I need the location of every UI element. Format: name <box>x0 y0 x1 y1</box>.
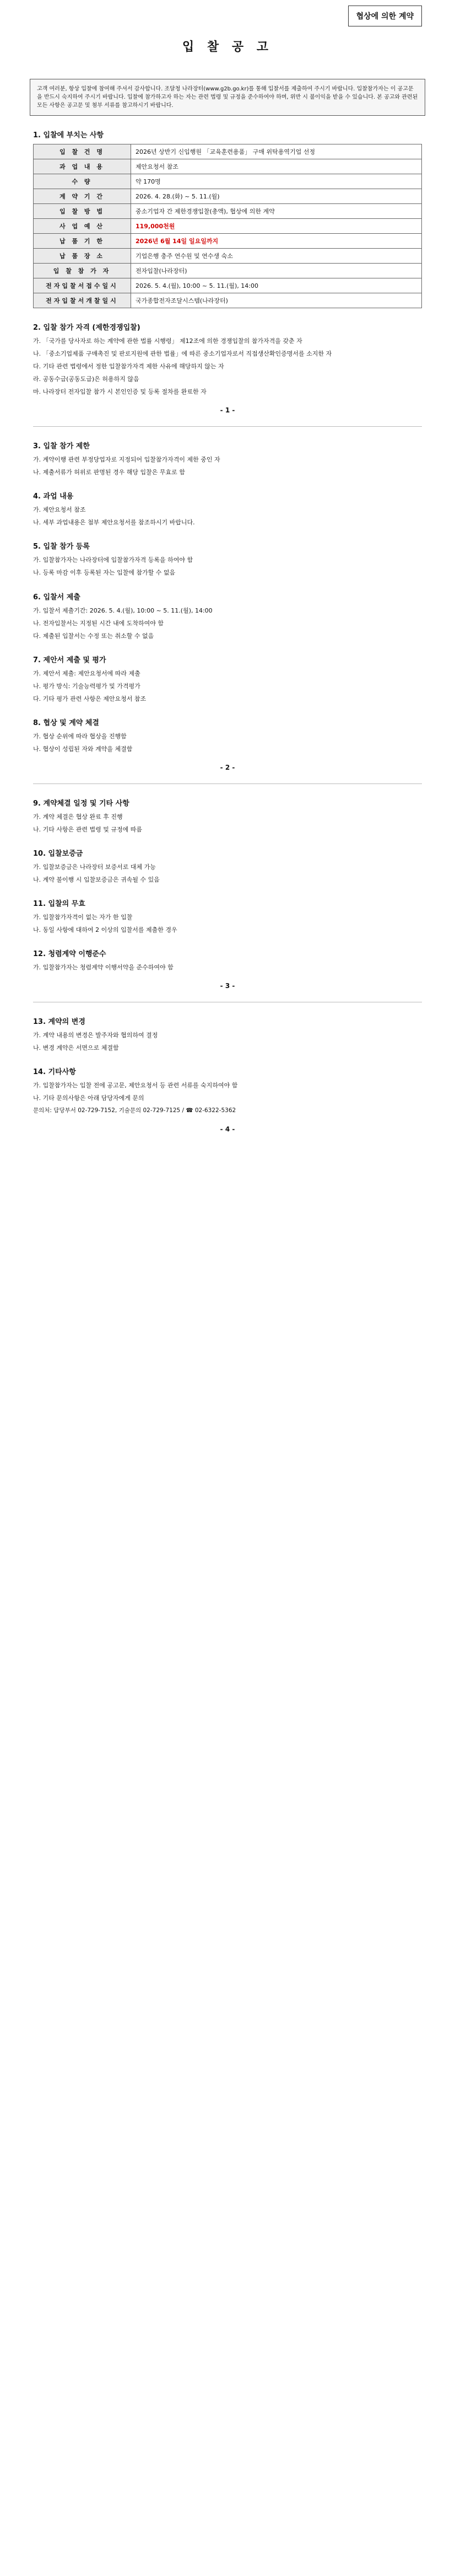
paragraph: 나. 변경 계약은 서면으로 체결함 <box>33 1044 119 1052</box>
paragraph: 나. 제출서류가 허위로 판명된 경우 해당 입찰은 무효로 함 <box>33 469 185 476</box>
page-number: - 1 - <box>220 406 235 415</box>
section-title: 9. 계약체결 일정 및 기타 사항 <box>33 799 129 808</box>
summary-row: 입 찰 방 법 중소기업자 간 제한경쟁입찰(총액), 협상에 의한 계약 <box>34 204 422 219</box>
summary-row: 입 찰 건 명 2026년 상반기 신입행원 「교육훈련용품」 구매 위탁용역기업 선정 <box>34 144 422 159</box>
paragraph: 나. 등록 마감 이후 등록된 자는 입찰에 참가할 수 없음 <box>33 569 176 577</box>
section-title: 13. 계약의 변경 <box>33 1018 85 1027</box>
paragraph: 다. 기타 관련 법령에서 정한 입찰참가자격 제한 사유에 해당하지 않는 자 <box>33 363 224 371</box>
section-title: 14. 기타사항 <box>33 1068 76 1077</box>
paragraph: 나. 평가 방식: 기술능력평가 및 가격평가 <box>33 682 140 690</box>
page-number: - 3 - <box>220 982 235 990</box>
paragraph: 가. 입찰참가자는 입찰 전에 공고문, 제안요청서 등 관련 서류를 숙지하여야 함 <box>33 1082 238 1090</box>
section-10 <box>33 847 422 884</box>
paragraph: 가. 제안서 제출: 제안요청서에 따라 제출 <box>33 669 140 677</box>
paragraph: 가. 계약이행 관련 부정당업자로 지정되어 입찰참가자격이 제한 중인 자 <box>33 456 220 464</box>
section-title: 3. 입찰 참가 제한 <box>33 442 90 451</box>
section-4 <box>33 490 422 527</box>
paragraph: 나. 동일 사항에 대하여 2 이상의 입찰서를 제출한 경우 <box>33 926 177 934</box>
section-11 <box>33 898 422 935</box>
section-title: 12. 청렴계약 이행준수 <box>33 950 106 959</box>
section-3 <box>33 440 422 477</box>
paragraph: 가. 입찰참가자격이 없는 자가 한 입찰 <box>33 914 133 921</box>
page-divider <box>33 426 422 427</box>
section-title: 2. 입찰 참가 자격 (제한경쟁입찰) <box>33 324 140 332</box>
paragraph: 가. 입찰서 제출기간: 2026. 5. 4.(월), 10:00 ~ 5. 11.(월), 14:00 <box>33 607 213 614</box>
paragraph: 나. 협상이 성립된 자와 계약을 체결함 <box>33 745 133 753</box>
section-6 <box>33 591 422 641</box>
paragraph: 가. 협상 순위에 따라 협상을 진행함 <box>33 732 127 740</box>
section-8 <box>33 717 422 754</box>
section-1 <box>33 129 422 308</box>
paragraph: 가. 「국가를 당사자로 하는 계약에 관한 법률 시행령」 제12조에 의한 경쟁입찰의 참가자격을 갖춘 자 <box>33 337 302 345</box>
section-7 <box>33 654 422 704</box>
page-divider <box>33 783 422 784</box>
section-title: 6. 입찰서 제출 <box>33 593 80 602</box>
section-12 <box>33 948 422 972</box>
paragraph: 가. 입찰참가자는 청렴계약 이행서약을 준수하여야 함 <box>33 964 174 972</box>
page-number: - 4 - <box>220 1125 235 1134</box>
section-9 <box>33 797 422 834</box>
section-title: 4. 과업 내용 <box>33 492 74 501</box>
paragraph: 나. 계약 불이행 시 입찰보증금은 귀속될 수 있음 <box>33 876 160 884</box>
paragraph: 마. 나라장터 전자입찰 참가 시 본인인증 및 등록 절차를 완료한 자 <box>33 388 207 396</box>
paragraph: 나. 전자입찰서는 지정된 시간 내에 도착하여야 함 <box>33 619 164 627</box>
section-title: 11. 입찰의 무효 <box>33 900 85 909</box>
summary-row: 전자입찰서개찰일시 국가종합전자조달시스템(나라장터) <box>34 293 422 308</box>
summary-row: 입 찰 참 가 자 전자입찰(나라장터) <box>34 264 422 278</box>
summary-row: 전자입찰서접수일시 2026. 5. 4.(월), 10:00 ~ 5. 11.(월), 14:00 <box>34 278 422 293</box>
page-number: - 2 - <box>220 763 235 771</box>
paragraph: 가. 입찰참가자는 나라장터에 입찰참가자격 등록을 하여야 함 <box>33 556 193 564</box>
summary-row: 과 업 내 용 제안요청서 참조 <box>34 159 422 174</box>
paragraph: 나. 세부 과업내용은 첨부 제안요청서를 참조하시기 바랍니다. <box>33 519 195 527</box>
paragraph: 가. 계약 체결은 협상 완료 후 진행 <box>33 813 123 820</box>
section-2 <box>33 321 422 396</box>
section-title: 10. 입찰보증금 <box>33 849 83 858</box>
paragraph: 가. 계약 내용의 변경은 발주자와 협의하여 결정 <box>33 1032 158 1039</box>
paragraph: 나. 기타 문의사항은 아래 담당자에게 문의 <box>33 1094 144 1102</box>
section-title: 1. 입찰에 부치는 사항 <box>33 131 104 139</box>
contact-info: 문의처: 담당부서 02-729-7152, 기술문의 02-729-7125 / ☎ 02-6322-5362 <box>33 1107 236 1114</box>
paragraph: 가. 제안요청서 참조 <box>33 506 86 514</box>
document-title: 입 찰 공 고 <box>182 40 273 54</box>
section-14 <box>33 1066 422 1115</box>
paragraph: 가. 입찰보증금은 나라장터 보증서로 대체 가능 <box>33 863 156 871</box>
summary-row: 사 업 예 산 119,000천원 <box>34 219 422 234</box>
section-title: 8. 협상 및 계약 체결 <box>33 718 99 727</box>
contract-type-badge: 협상에 의한 계약 <box>348 6 422 26</box>
summary-row: 계 약 기 간 2026. 4. 28.(화) ~ 5. 11.(월) <box>34 189 422 204</box>
summary-row: 수 량 약 170명 <box>34 174 422 189</box>
paragraph: 나. 기타 사항은 관련 법령 및 규정에 따름 <box>33 825 142 833</box>
section-5 <box>33 540 422 577</box>
summary-row: 납 품 기 한 2026년 6월 14일 일요일까지 <box>34 234 422 249</box>
paragraph: 다. 제출된 입찰서는 수정 또는 취소할 수 없음 <box>33 632 154 640</box>
summary-row: 납 품 장 소 기업은행 충주 연수원 및 연수생 숙소 <box>34 249 422 264</box>
section-13 <box>33 1016 422 1053</box>
paragraph: 나. 「중소기업제품 구매촉진 및 판로지원에 관한 법률」에 따른 중소기업자로서 직접생산확인증명서를 소지한 자 <box>33 350 332 358</box>
section-title: 5. 입찰 참가 등록 <box>33 543 90 551</box>
notice-box: 고객 여러분, 항상 입찰에 참여해 주셔서 감사합니다. 조달청 나라장터(www.g2b.go.kr)를 통해 입찰서를 제출하여 주시기 바랍니다. 입찰참가자는 이 공고문을 반드시 숙지하여 주시기 바랍니다. 입찰에 참가하고자 하는 자는 관련 법령 및 규정을 준수하여야 하며, 위반 시 불이익을 받을 수 있습니다. 본 공고와 관련된 모든 사항은 공고문 및 첨부 서류를 참고하시기 바랍니다. <box>30 79 425 116</box>
summary-table <box>33 144 422 308</box>
section-title: 7. 제안서 제출 및 평가 <box>33 656 106 664</box>
paragraph: 다. 기타 평가 관련 사항은 제안요청서 참조 <box>33 695 147 702</box>
paragraph: 라. 공동수급(공동도급)은 허용하지 않음 <box>33 375 139 383</box>
